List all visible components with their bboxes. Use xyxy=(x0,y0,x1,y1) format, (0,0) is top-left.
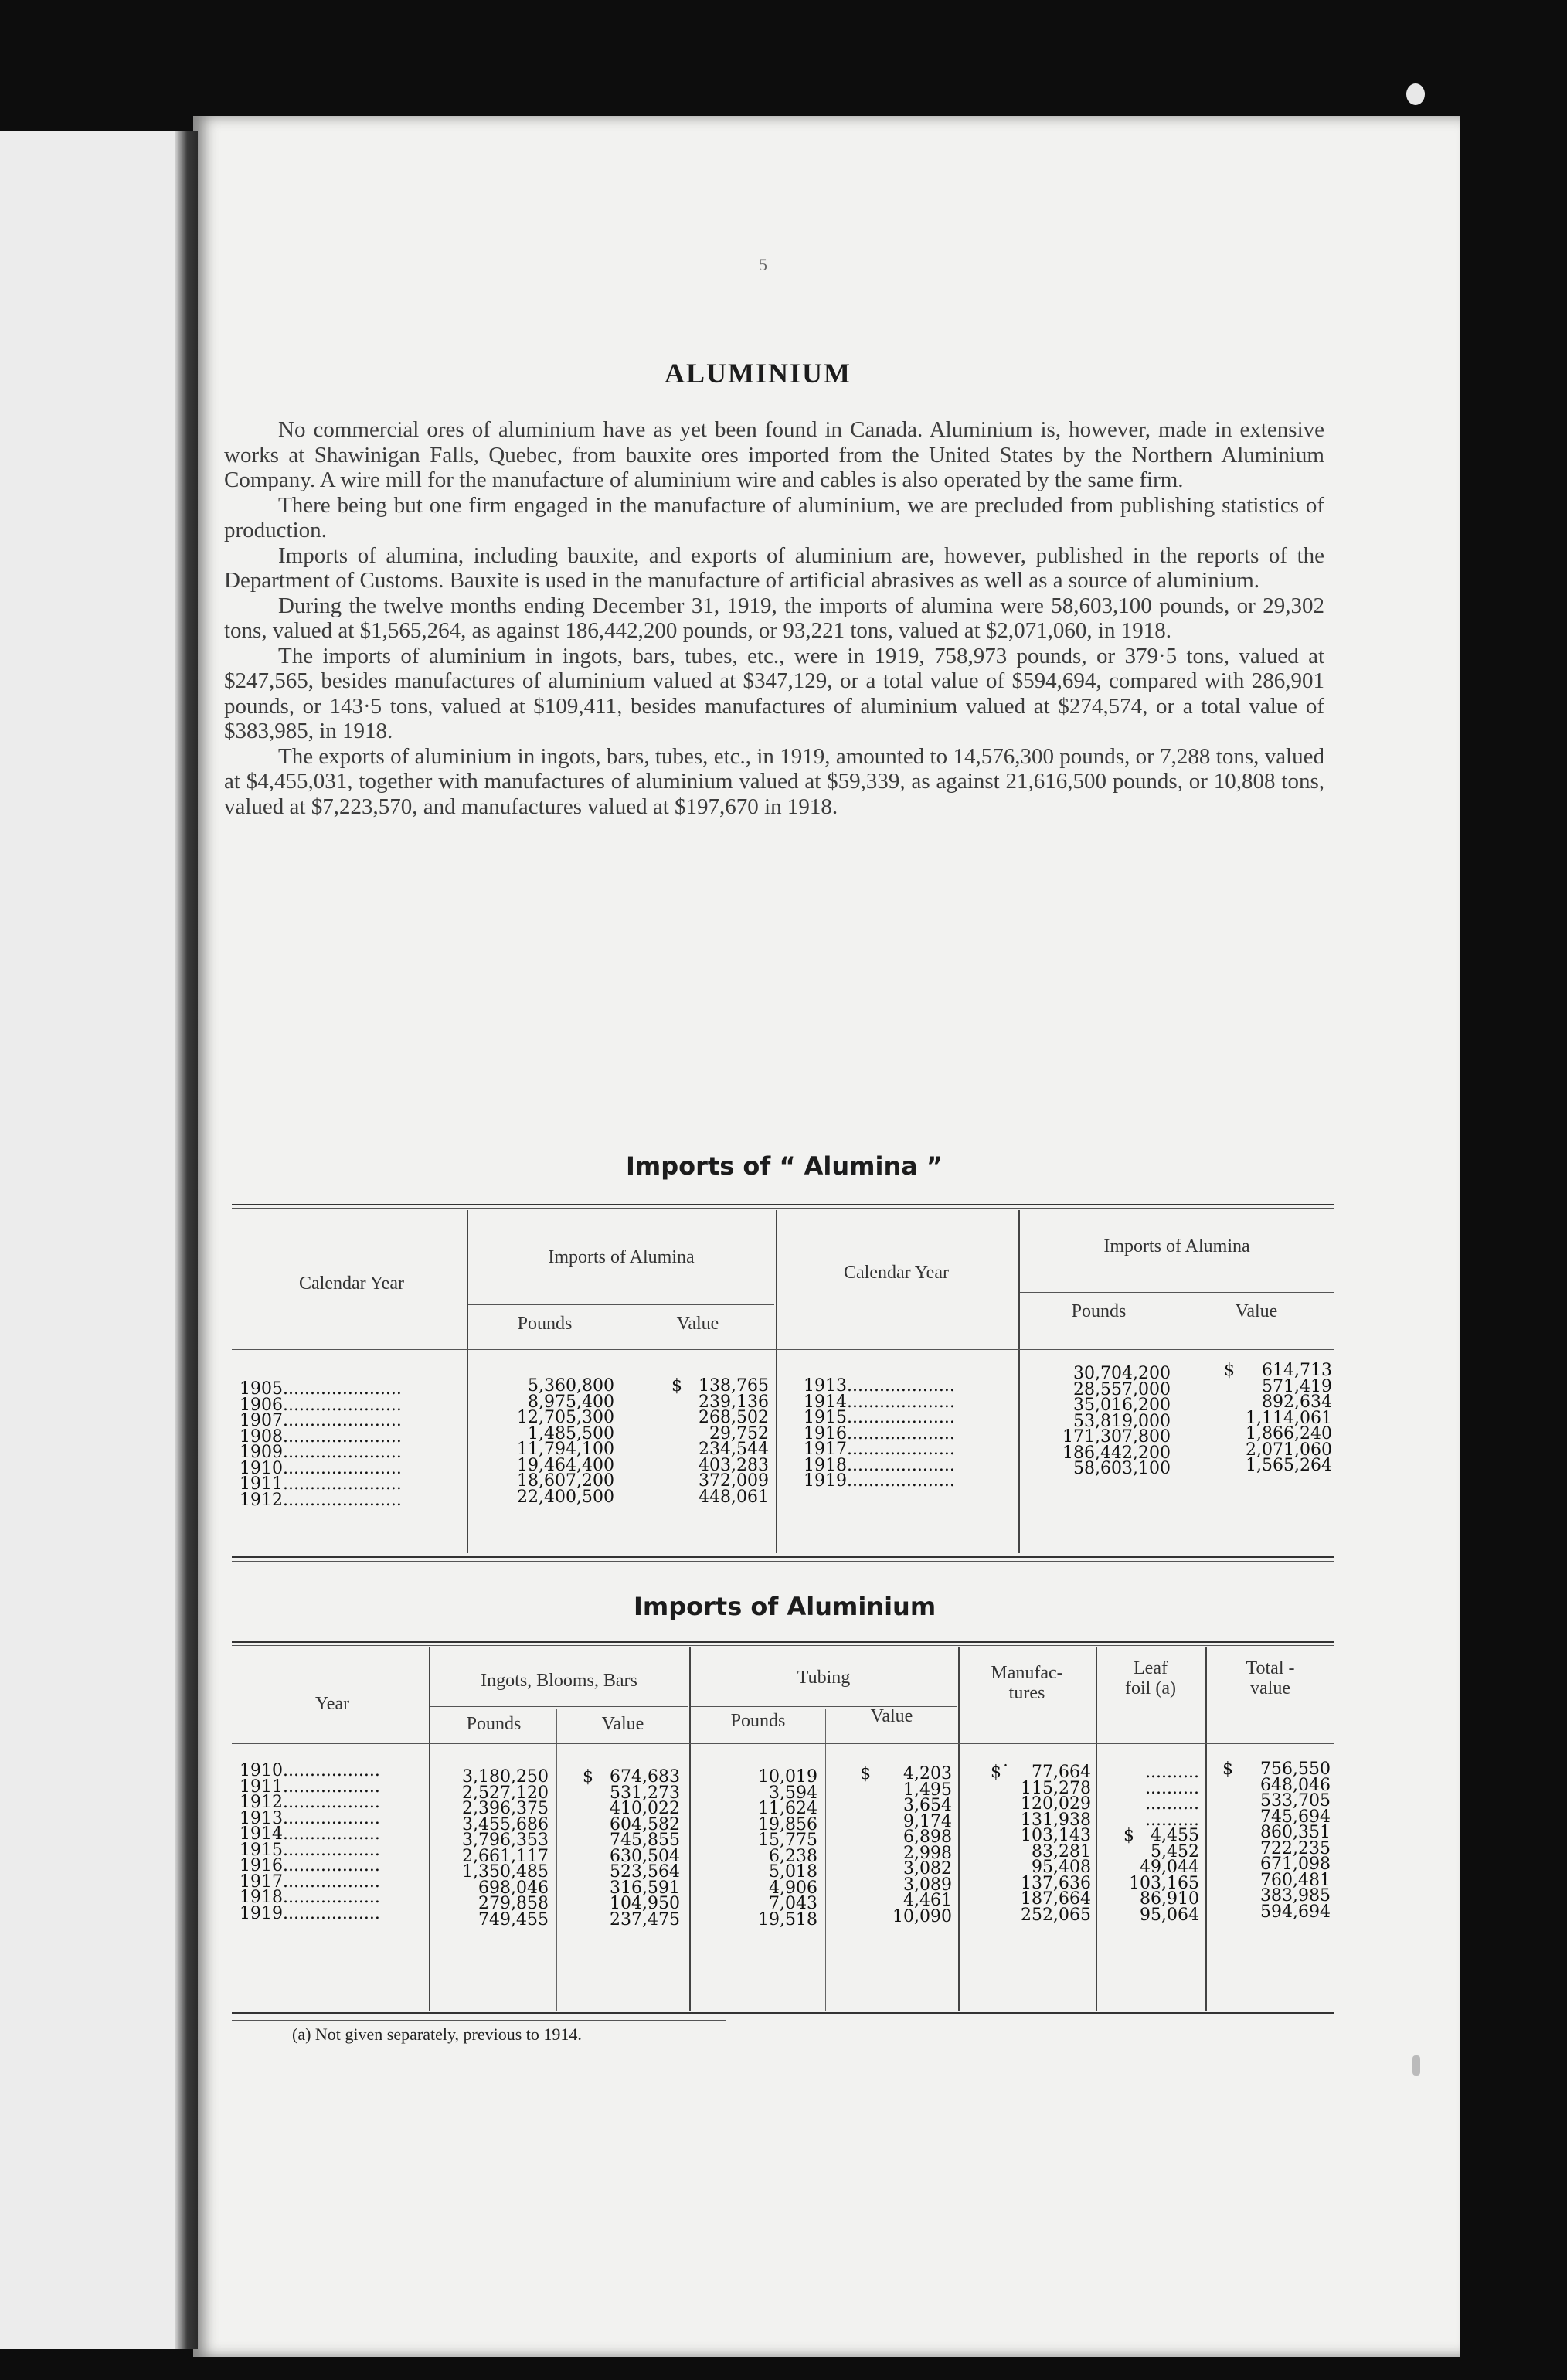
header-imports-of-alumina: Imports of Alumina xyxy=(1103,1236,1250,1256)
value-cell: 1,114,061 xyxy=(1246,1408,1332,1428)
pounds-cell: 18,607,200 xyxy=(517,1471,614,1491)
value-cell: 239,136 xyxy=(699,1392,769,1412)
total-value-cell: 671,098 xyxy=(1260,1855,1331,1874)
leaf-foil-cell: .......... xyxy=(1145,1778,1199,1798)
total-value-cell: 383,985 xyxy=(1260,1886,1331,1906)
year-cell: 1912.................. xyxy=(240,1793,380,1812)
leaf-foil-cell: .......... xyxy=(1145,1794,1199,1814)
page-gutter xyxy=(175,131,198,2349)
value-cell: 2,071,060 xyxy=(1246,1440,1332,1460)
pounds-cell: 8,975,400 xyxy=(528,1392,614,1412)
year-cell: 1919.................... xyxy=(804,1471,955,1491)
year-cell: 1908...................... xyxy=(240,1426,402,1447)
value-cell: 892,634 xyxy=(1262,1392,1332,1412)
value-cell: 2,998 xyxy=(903,1843,952,1863)
total-value-cell: 648,046 xyxy=(1260,1775,1331,1795)
value-cell: 571,419 xyxy=(1262,1376,1332,1396)
pounds-cell: 15,775 xyxy=(758,1831,817,1850)
header-calendar-year: Calendar Year xyxy=(844,1263,949,1283)
value-cell: 104,950 xyxy=(610,1894,680,1913)
year-cell: 1914.................. xyxy=(240,1824,380,1844)
pounds-cell: 10,019 xyxy=(758,1767,817,1787)
manufactures-cell: 83,281 xyxy=(1032,1841,1091,1862)
paragraph: The imports of aluminium in ingots, bars, tubes, etc., were in 1919, 758,973 pounds, or 379·5 tons, valued at $247,565, besides manufactures of aluminium valued at $347,129, or a total value of $594,694, compared with 286,901 pounds, or 143·5 tons, valued at $109,411, besides manufactures of aluminium valued at $274,574, or a total value of $383,985, in 1918. xyxy=(224,643,1324,743)
value-cell: 3,654 xyxy=(903,1796,952,1815)
manufactures-cell: 103,143 xyxy=(1021,1826,1091,1845)
pounds-cell: 171,307,800 xyxy=(1062,1427,1171,1447)
total-value-cell: 745,694 xyxy=(1260,1807,1331,1827)
facing-page xyxy=(0,131,193,2349)
year-cell: 1909...................... xyxy=(240,1443,402,1462)
manufactures-cell: 252,065 xyxy=(1021,1905,1091,1925)
value-cell: 372,009 xyxy=(699,1471,769,1491)
pounds-cell: 2,661,117 xyxy=(462,1846,549,1866)
header-value: Value xyxy=(1235,1301,1278,1321)
paragraph: Imports of alumina, including bauxite, and exports of aluminium are, however, published in the reports of the Department of Customs. Bauxite is used in the manufacture of artificial abrasives as well as a source of aluminium. xyxy=(224,542,1324,593)
footnote: (a) Not given separately, previous to 1914. xyxy=(292,2025,582,2044)
header-leaf-foil: Leaf foil (a) xyxy=(1125,1658,1176,1698)
year-cell: 1918.................. xyxy=(240,1888,380,1907)
header-total-value: Total - value xyxy=(1246,1658,1295,1698)
paragraph: The exports of aluminium in ingots, bars, tubes, etc., in 1919, amounted to 14,576,300 pounds, or 7,288 tons, valued at $4,455,031, together with manufactures of aluminium valued at $59,339, as against 21,616,500 pounds, or 10,808 tons, valued at $7,223,570, and manufactures valued at $197,670 in 1918. xyxy=(224,743,1324,819)
year-cell: 1910.................. xyxy=(240,1761,380,1780)
leaf-foil-cell: 86,910 xyxy=(1140,1889,1199,1909)
header-pounds: Pounds xyxy=(517,1314,573,1334)
value-cell: 3,089 xyxy=(903,1875,952,1895)
pounds-cell: 3,594 xyxy=(769,1783,817,1803)
value-cell: 3,082 xyxy=(903,1859,952,1878)
year-column xyxy=(240,1763,425,1922)
year-cell: 1919.................. xyxy=(240,1903,380,1923)
value-cell: 1,565,264 xyxy=(1246,1456,1332,1475)
ingots-value-column xyxy=(564,1767,680,1930)
manufactures-cell: 187,664 xyxy=(1021,1889,1091,1909)
pounds-cell: 749,455 xyxy=(478,1909,549,1930)
leaf-foil-column xyxy=(1100,1765,1199,1923)
year-cell: 1912...................... xyxy=(240,1490,402,1510)
paragraph: During the twelve months ending December 31, 1919, the imports of alumina were 58,603,100 pounds, or 29,302 tons, valued at $1,565,264, as against 186,442,200 pounds, or 93,221 tons, valued at $2,071,060, in 1918. xyxy=(224,593,1324,643)
value-cell: 316,591 xyxy=(610,1878,680,1898)
pounds-cell: 19,464,400 xyxy=(517,1455,614,1475)
pounds-cell: 1,350,485 xyxy=(462,1862,549,1882)
manufactures-cell: 95,408 xyxy=(1032,1858,1091,1877)
value-cell: $ 614,713 xyxy=(1224,1361,1332,1380)
value-cell: 4,461 xyxy=(903,1891,952,1910)
value-cell: $ 138,765 xyxy=(671,1376,769,1396)
year-cell: 1915.................. xyxy=(240,1840,380,1860)
manufactures-cell: 120,029 xyxy=(1021,1794,1091,1814)
scan-speck xyxy=(1406,83,1425,105)
leaf-foil-cell: $ 4,455 xyxy=(1123,1826,1199,1845)
value-cell: 237,475 xyxy=(610,1909,680,1930)
pounds-cell: 698,046 xyxy=(478,1878,549,1898)
leaf-foil-cell: 103,165 xyxy=(1129,1873,1199,1893)
year-cell: 1917.................... xyxy=(804,1440,955,1459)
year-cell: 1916.................. xyxy=(240,1856,380,1875)
value-cell: 1,495 xyxy=(903,1780,952,1800)
pounds-cell: 6,238 xyxy=(769,1846,817,1866)
year-cell: 1918.................... xyxy=(804,1455,955,1475)
pounds-cell: 19,856 xyxy=(758,1814,817,1834)
body-text xyxy=(224,417,1324,819)
value-cell: 523,564 xyxy=(610,1862,680,1882)
pounds-cell: 4,906 xyxy=(769,1878,817,1898)
value-cell: 268,502 xyxy=(699,1408,769,1427)
manufactures-cell: 131,938 xyxy=(1021,1810,1091,1830)
page-title: ALUMINIUM xyxy=(665,358,851,389)
value-cell: 6,898 xyxy=(903,1828,952,1847)
pounds-cell: 12,705,300 xyxy=(517,1408,614,1427)
value-cell: 234,544 xyxy=(699,1440,769,1459)
paragraph: No commercial ores of aluminium have as yet been found in Canada. Aluminium is, however, made in extensive works at Shawinigan Falls, Quebec, from bauxite ores imported from the United States by the Northern Aluminium Company. A wire mill for the manufacture of aluminium wire and cables is also operated by the same firm. xyxy=(224,417,1324,492)
year-cell: 1911.................. xyxy=(240,1776,380,1797)
header-calendar-year: Calendar Year xyxy=(299,1273,404,1294)
pounds-cell: 35,016,200 xyxy=(1073,1396,1171,1415)
value-cell: 29,752 xyxy=(709,1423,769,1443)
year-cell: 1913.................... xyxy=(804,1376,955,1396)
header-pounds: Pounds xyxy=(1071,1301,1127,1321)
pounds-cell: 186,442,200 xyxy=(1062,1443,1171,1463)
manufactures-cell: $˙ 77,664 xyxy=(991,1763,1091,1782)
value-cell: 10,090 xyxy=(892,1906,952,1926)
year-cell: 1907...................... xyxy=(240,1411,402,1430)
pounds-cell: 3,455,686 xyxy=(462,1814,549,1834)
total-value-cell: 594,694 xyxy=(1260,1902,1331,1922)
value-cell: 531,273 xyxy=(610,1783,680,1803)
leaf-foil-cell: .......... xyxy=(1145,1810,1199,1830)
tubing-pounds-column xyxy=(695,1767,817,1930)
pounds-cell: 53,819,000 xyxy=(1073,1411,1171,1431)
pounds-cell: 11,794,100 xyxy=(517,1440,614,1459)
manufactures-column xyxy=(961,1765,1091,1923)
value-column xyxy=(1195,1363,1332,1474)
leaf-foil-cell: 5,452 xyxy=(1151,1841,1199,1862)
pounds-cell: 58,603,100 xyxy=(1073,1459,1171,1478)
header-value: Value xyxy=(870,1706,913,1726)
pounds-cell: 279,858 xyxy=(478,1894,549,1913)
manufactures-cell: 137,636 xyxy=(1021,1873,1091,1893)
value-cell: 410,022 xyxy=(610,1799,680,1818)
total-value-cell: 722,235 xyxy=(1260,1838,1331,1858)
header-manufactures: Manufac- tures xyxy=(991,1663,1063,1703)
value-cell: 745,855 xyxy=(610,1831,680,1850)
pounds-cell: 3,796,353 xyxy=(462,1831,549,1850)
pounds-column xyxy=(1028,1366,1171,1477)
header-value: Value xyxy=(601,1714,644,1734)
year-cell: 1911...................... xyxy=(240,1474,402,1494)
value-cell: 630,504 xyxy=(610,1846,680,1866)
leaf-foil-cell: 95,064 xyxy=(1140,1905,1199,1925)
leaf-foil-cell: 49,044 xyxy=(1140,1858,1199,1877)
year-cell: 1916.................... xyxy=(804,1423,955,1443)
pounds-cell: 2,527,120 xyxy=(462,1783,549,1803)
header-tubing: Tubing xyxy=(797,1668,851,1688)
scan-speck xyxy=(1412,2055,1420,2076)
pounds-cell: 5,360,800 xyxy=(528,1376,614,1396)
alumina-table-title: Imports of “ Alumina ” xyxy=(626,1151,943,1181)
year-cell: 1917.................. xyxy=(240,1872,380,1892)
value-cell: 403,283 xyxy=(699,1455,769,1475)
value-cell: 9,174 xyxy=(903,1811,952,1831)
value-column xyxy=(641,1376,769,1507)
paragraph: There being but one firm engaged in the manufacture of aluminium, we are precluded from publishing statistics of production. xyxy=(224,492,1324,542)
value-cell: 1,866,240 xyxy=(1246,1424,1332,1443)
pounds-cell: 5,018 xyxy=(769,1862,817,1882)
year-cell: 1915.................... xyxy=(804,1408,955,1427)
header-year: Year xyxy=(314,1694,350,1714)
year-cell: 1913.................. xyxy=(240,1808,380,1828)
value-cell: 604,582 xyxy=(610,1814,680,1834)
pounds-cell: 28,557,000 xyxy=(1073,1379,1171,1399)
page-number: 5 xyxy=(759,255,767,274)
year-cell: 1910...................... xyxy=(240,1458,402,1478)
header-pounds: Pounds xyxy=(730,1711,786,1731)
year-cell: 1905...................... xyxy=(240,1379,402,1399)
header-imports-of-alumina: Imports of Alumina xyxy=(548,1247,695,1267)
header-pounds: Pounds xyxy=(466,1714,522,1734)
year-column xyxy=(804,1376,1016,1491)
pounds-cell: 22,400,500 xyxy=(517,1487,614,1507)
pounds-cell: 3,180,250 xyxy=(462,1767,549,1787)
value-cell: $ 674,683 xyxy=(583,1767,680,1787)
total-value-cell: 533,705 xyxy=(1260,1791,1331,1810)
pounds-cell: 1,485,500 xyxy=(528,1423,614,1443)
value-cell: 448,061 xyxy=(699,1487,769,1507)
total-value-column xyxy=(1210,1762,1331,1920)
total-value-cell: 760,481 xyxy=(1260,1870,1331,1890)
leaf-foil-cell: .......... xyxy=(1145,1763,1199,1782)
pounds-cell: 2,396,375 xyxy=(462,1799,549,1818)
year-cell: 1914.................... xyxy=(804,1392,955,1412)
pounds-column xyxy=(479,1376,614,1507)
value-cell: $ 4,203 xyxy=(860,1764,952,1783)
pounds-cell: 7,043 xyxy=(769,1894,817,1913)
year-column xyxy=(240,1379,464,1510)
pounds-cell: 11,624 xyxy=(758,1799,817,1818)
aluminium-table-title: Imports of Aluminium xyxy=(634,1592,936,1621)
header-ingots-blooms-bars: Ingots, Blooms, Bars xyxy=(481,1671,637,1691)
pounds-cell: 19,518 xyxy=(758,1909,817,1930)
year-cell: 1906...................... xyxy=(240,1395,402,1415)
ingots-pounds-column xyxy=(433,1767,549,1930)
total-value-cell: $ 756,550 xyxy=(1222,1760,1331,1779)
tubing-value-column xyxy=(828,1766,952,1925)
manufactures-cell: 115,278 xyxy=(1021,1778,1091,1798)
pounds-cell: 30,704,200 xyxy=(1073,1364,1171,1383)
total-value-cell: 860,351 xyxy=(1260,1823,1331,1842)
header-value: Value xyxy=(676,1314,719,1334)
